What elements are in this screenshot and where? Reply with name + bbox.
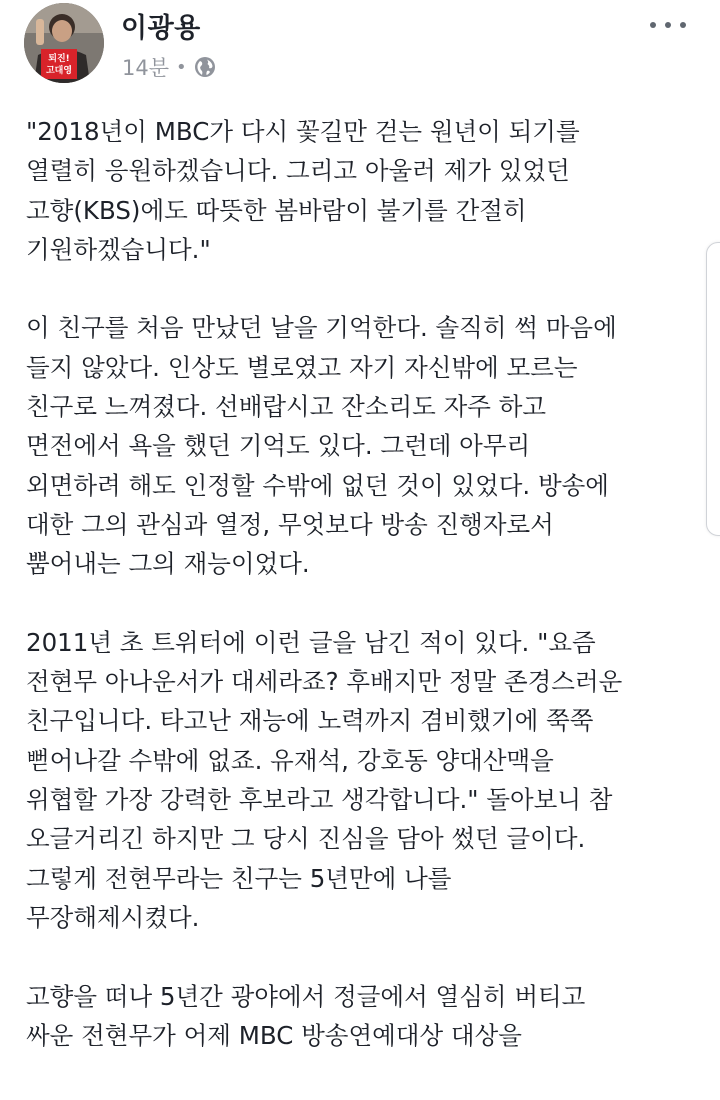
globe-icon[interactable]	[194, 56, 216, 78]
protest-sign-line-2: 고대영	[45, 66, 73, 76]
more-dot	[680, 22, 686, 28]
post-paragraph-3: 2011년 초 트위터에 이런 글을 남긴 적이 있다. "요즘 전현무 아나운서가 대세라죠? 후배지만 정말 존경스러운 친구입니다. 타고난 재능에 노력까지 겸비했기에 쭉쭉 뻗어나갈 수밖에 없죠. 유재석, 강호동 양대산맥을 위협할 가장 강력한 후보라고 생각합니다." 돌아보니 참 오글거리긴 하지만 그 당시 진심을 담아 썼던 글이다. 그렇게 전현무라는 친구는 5년만에 나를 무장해제시켰다.	[26, 627, 623, 932]
post-header	[0, 0, 720, 92]
more-options-icon[interactable]	[650, 20, 686, 30]
avatar-photo	[24, 3, 104, 83]
protest-sign-line-1: 퇴진!	[48, 54, 70, 64]
post-paragraph-4: 고향을 떠나 5년간 광야에서 정글에서 열심히 버티고 싸운 전현무가 어제 MBC 방송연예대상 대상을	[26, 981, 586, 1050]
more-dot	[650, 22, 656, 28]
post-paragraph-1: "2018년이 MBC가 다시 꽃길만 걷는 원년이 되기를 열렬히 응원하겠습니다. 그리고 아울러 제가 있었던 고향(KBS)에도 따뜻한 봄바람이 불기를 간절히 기원하겠습니다."	[26, 117, 580, 264]
avatar[interactable]	[24, 3, 104, 83]
post-paragraph-2: 이 친구를 처음 만났던 날을 기억한다. 솔직히 썩 마음에 들지 않았다. 인상도 별로였고 자기 자신밖에 모르는 친구로 느껴졌다. 선배랍시고 잔소리도 자주 하고 면전에서 욕을 했던 기억도 있다. 그런데 아무리 외면하려 해도 인정할 수밖에 없던 것이 있었다. 방송에 대한 그의 관심과 열정, 무엇보다 방송 진행자로서 뿜어내는 그의 재능이었다.	[26, 313, 617, 579]
post-timestamp[interactable]: 14분	[122, 56, 170, 80]
post-body	[26, 112, 702, 1094]
more-dot	[665, 22, 671, 28]
meta-separator: •	[176, 56, 187, 78]
author-name[interactable]: 이광용	[121, 13, 201, 44]
scrollbar[interactable]	[706, 242, 720, 536]
post-meta	[122, 52, 216, 82]
